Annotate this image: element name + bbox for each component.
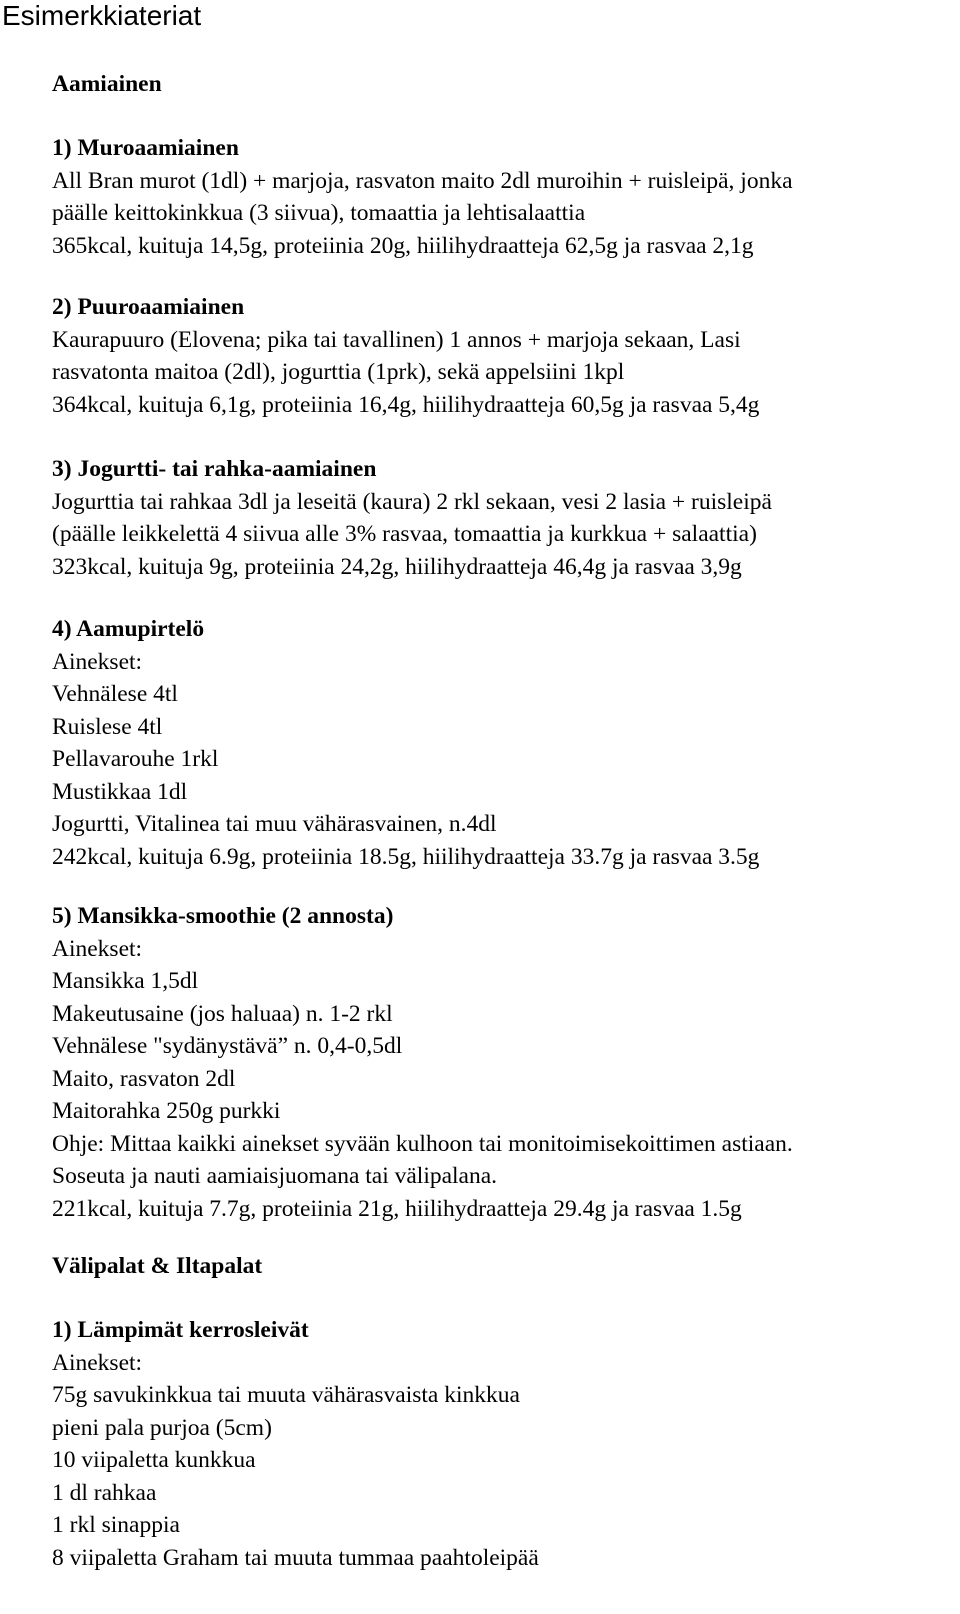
ingredient-line: 10 viipaletta kunkkua <box>52 1447 256 1473</box>
recipe-title: 3) Jogurtti- tai rahka-aamiainen <box>52 456 377 482</box>
ingredients-label: Ainekset: <box>52 935 143 962</box>
recipe-title: 2) Puuroaamiainen <box>52 294 245 320</box>
recipe-line: All Bran murot (1dl) + marjoja, rasvaton maito 2dl muroihin + ruisleipä, jonka <box>52 167 793 194</box>
recipe-nutrition: 221kcal, kuituja 7.7g, proteiinia 21g, hiilihydraatteja 29.4g ja rasvaa 1.5g <box>52 1195 742 1222</box>
ingredient-line: Maitorahka 250g purkki <box>52 1098 281 1124</box>
ingredient-line: Pellavarouhe 1rkl <box>52 746 219 772</box>
ingredient-line: Makeutusaine (jos haluaa) n. 1-2 rkl <box>52 1000 393 1027</box>
recipe-title: 4) Aamupirtelö <box>52 616 205 642</box>
ingredient-line: 75g savukinkkua tai muuta vähärasvaista kinkkua <box>52 1382 520 1408</box>
ingredients-label: Ainekset: <box>52 648 143 675</box>
recipe-nutrition: 323kcal, kuituja 9g, proteiinia 24,2g, hiilihydraatteja 46,4g ja rasvaa 3,9g <box>52 553 742 580</box>
recipe-line: päälle keittokinkkua (3 siivua), tomaattia ja lehtisalaattia <box>52 200 586 226</box>
recipe-line: (päälle leikkelettä 4 siivua alle 3% rasvaa, tomaattia ja kurkkua + salaattia) <box>52 521 757 547</box>
recipe-title: 1) Lämpimät kerrosleivät <box>52 1317 309 1343</box>
page-title: Esimerkkiateriat <box>2 0 202 31</box>
recipe-line: Jogurttia tai rahkaa 3dl ja leseitä (kaura) 2 rkl sekaan, vesi 2 lasia + ruisleipä <box>52 488 772 515</box>
recipe-muroaamiainen <box>52 132 793 262</box>
ingredient-line: 1 dl rahkaa <box>52 1479 157 1506</box>
recipe-lampimat-kerrosleivat <box>52 1314 539 1574</box>
instruction-line: Ohje: Mittaa kaikki ainekset syvään kulhoon tai monitoimisekoittimen astiaan. <box>52 1130 793 1157</box>
recipe-nutrition: 365kcal, kuituja 14,5g, proteiinia 20g, hiilihydraatteja 62,5g ja rasvaa 2,1g <box>52 232 754 259</box>
recipe-title: 1) Muroaamiainen <box>52 135 239 161</box>
ingredient-line: Ruislese 4tl <box>52 713 163 740</box>
instruction-line: Soseuta ja nauti aamiaisjuomana tai välipalana. <box>52 1163 498 1189</box>
recipe-mansikka-smoothie <box>52 900 793 1225</box>
ingredient-line: Jogurtti, Vitalinea tai muu vähärasvainen, n.4dl <box>52 811 497 837</box>
section-heading-valipalat: Välipalat & Iltapalat <box>52 1253 263 1279</box>
recipe-line: Kaurapuuro (Elovena; pika tai tavallinen) 1 annos + marjoja sekaan, Lasi <box>52 326 741 353</box>
ingredient-line: pieni pala purjoa (5cm) <box>52 1414 272 1441</box>
recipe-title: 5) Mansikka-smoothie (2 annosta) <box>52 903 394 929</box>
ingredient-line: 8 viipaletta Graham tai muuta tummaa paahtoleipää <box>52 1544 539 1571</box>
ingredients-label: Ainekset: <box>52 1349 143 1376</box>
recipe-nutrition: 364kcal, kuituja 6,1g, proteiinia 16,4g, hiilihydraatteja 60,5g ja rasvaa 5,4g <box>52 391 760 418</box>
recipe-jogurtti-rahka <box>52 453 772 583</box>
ingredient-line: Maito, rasvaton 2dl <box>52 1065 236 1092</box>
recipe-aamupirtelo <box>52 613 759 873</box>
recipe-nutrition: 242kcal, kuituja 6.9g, proteiinia 18.5g, hiilihydraatteja 33.7g ja rasvaa 3.5g <box>52 843 760 870</box>
ingredient-line: Vehnälese "sydänystävä” n. 0,4-0,5dl <box>52 1033 403 1059</box>
ingredient-line: Mansikka 1,5dl <box>52 968 199 994</box>
recipe-line: rasvatonta maitoa (2dl), jogurttia (1prk), sekä appelsiini 1kpl <box>52 359 625 385</box>
recipe-puuroaamiainen <box>52 291 759 421</box>
ingredient-line: Vehnälese 4tl <box>52 681 178 707</box>
ingredient-line: Mustikkaa 1dl <box>52 778 188 805</box>
section-heading-aamiainen: Aamiainen <box>52 71 162 97</box>
ingredient-line: 1 rkl sinappia <box>52 1512 180 1538</box>
